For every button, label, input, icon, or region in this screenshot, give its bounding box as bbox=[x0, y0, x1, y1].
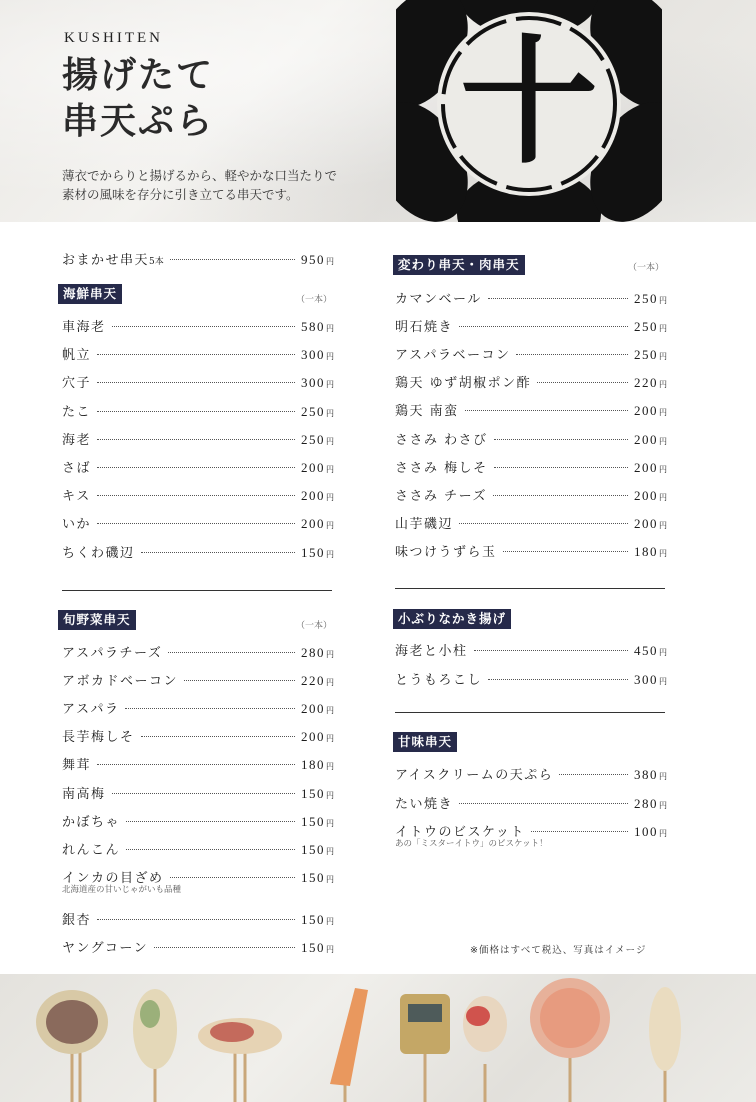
menu-item-price: 200 bbox=[634, 487, 658, 503]
menu-item-name: 山芋磯辺 bbox=[395, 516, 454, 532]
yen-unit: 円 bbox=[326, 734, 334, 744]
leader-dots bbox=[141, 736, 295, 737]
divider bbox=[395, 588, 665, 589]
yen-unit: 円 bbox=[659, 296, 667, 305]
menu-item-name: 車海老 bbox=[62, 320, 106, 335]
menu-item bbox=[395, 485, 667, 503]
menu-item-price: 280 bbox=[301, 645, 325, 660]
yen-unit: 円 bbox=[326, 678, 334, 688]
menu-item-name: ヤングコーン bbox=[62, 941, 149, 956]
omakase-qty: 5本 bbox=[149, 257, 164, 267]
menu-item bbox=[62, 811, 334, 829]
menu-item-price: 250 bbox=[634, 347, 658, 363]
yen-unit: 円 bbox=[326, 465, 334, 474]
yen-unit: 円 bbox=[326, 790, 334, 800]
menu-item-name: ささみ わさび bbox=[395, 432, 488, 448]
menu-item bbox=[62, 401, 334, 419]
menu-item-note: あの「ミスターイトウ」のビスケット！ bbox=[395, 839, 548, 849]
menu-item bbox=[395, 764, 667, 782]
menu-item-price: 300 bbox=[634, 671, 658, 687]
menu-item bbox=[62, 457, 334, 475]
menu-item-name: イトウのビスケット bbox=[395, 825, 525, 840]
leader-dots bbox=[488, 298, 628, 299]
menu-item-price: 200 bbox=[634, 403, 658, 419]
section-heading-vegetables: 旬野菜串天 bbox=[58, 610, 136, 630]
food-photo-strip bbox=[0, 974, 756, 1102]
menu-item-price: 250 bbox=[634, 291, 658, 306]
menu-item-price: 200 bbox=[301, 460, 325, 475]
menu-item bbox=[395, 513, 667, 531]
yen-unit: 円 bbox=[659, 676, 667, 686]
yen-unit: 円 bbox=[326, 436, 334, 446]
yen-unit: 円 bbox=[326, 408, 334, 418]
leader-dots bbox=[97, 382, 295, 383]
yen-unit: 円 bbox=[326, 762, 334, 772]
section-heading-kakiage: 小ぶりなかき揚げ bbox=[393, 609, 511, 629]
leader-dots bbox=[97, 495, 295, 496]
menu-item bbox=[62, 429, 334, 447]
menu-item-price: 200 bbox=[634, 431, 658, 447]
menu-item bbox=[62, 316, 334, 334]
menu-item-name: 海老 bbox=[62, 432, 92, 448]
menu-item-name: れんこん bbox=[62, 842, 121, 858]
yen-unit: 円 bbox=[326, 846, 334, 856]
menu-item-name: いか bbox=[62, 517, 92, 533]
menu-item-price: 250 bbox=[301, 431, 325, 447]
menu-item-price: 200 bbox=[301, 701, 325, 717]
yen-unit: 円 bbox=[659, 492, 667, 502]
yen-unit: 円 bbox=[326, 493, 334, 503]
menu-item-name: インカの目ざめ bbox=[62, 870, 164, 886]
menu-item-price: 150 bbox=[301, 544, 325, 560]
yen-unit: 円 bbox=[326, 352, 334, 362]
menu-item bbox=[395, 400, 667, 418]
leader-dots bbox=[494, 439, 628, 440]
menu-item bbox=[395, 793, 667, 811]
leader-dots bbox=[168, 652, 295, 653]
yen-unit: 円 bbox=[326, 521, 334, 531]
menu-item-price: 150 bbox=[301, 841, 325, 857]
leader-dots bbox=[488, 679, 628, 680]
divider bbox=[395, 712, 665, 713]
leader-dots bbox=[97, 919, 295, 920]
yen-unit: 円 bbox=[326, 324, 334, 333]
crest-character: 十 bbox=[459, 20, 599, 183]
menu-item bbox=[395, 669, 667, 687]
yen-unit: 円 bbox=[659, 800, 667, 810]
leader-dots bbox=[493, 495, 628, 496]
yen-unit: 円 bbox=[659, 772, 667, 781]
menu-item-name: アスパラベーコン bbox=[395, 348, 511, 364]
section-heading-sweets: 甘味串天 bbox=[393, 732, 457, 752]
menu-item-name: 鶏天 ゆず胡椒ポン酢 bbox=[395, 376, 532, 392]
menu-item bbox=[62, 642, 334, 660]
menu-item-name: ちくわ磯辺 bbox=[62, 545, 135, 561]
unit-label: （一本） bbox=[296, 295, 333, 305]
menu-item-name: キス bbox=[62, 489, 91, 505]
leader-dots bbox=[126, 821, 295, 822]
menu-item-price: 220 bbox=[634, 375, 658, 391]
yen-unit: 円 bbox=[326, 650, 334, 659]
menu-item bbox=[62, 754, 334, 772]
menu-item-price: 250 bbox=[301, 403, 325, 419]
menu-item-name: たこ bbox=[62, 404, 92, 420]
section-heading-seafood: 海鮮串天 bbox=[58, 284, 122, 304]
leader-dots bbox=[97, 523, 295, 524]
yen-unit: 円 bbox=[659, 829, 667, 838]
menu-item-name: 海老と小柱 bbox=[395, 644, 468, 659]
menu-item-price: 100 bbox=[634, 824, 658, 839]
yen-unit: 円 bbox=[659, 408, 667, 418]
yen-unit: 円 bbox=[326, 706, 334, 716]
leader-dots bbox=[97, 354, 295, 355]
menu-item-price: 200 bbox=[301, 729, 325, 745]
menu-item-price: 300 bbox=[301, 347, 325, 363]
menu-item bbox=[62, 485, 334, 503]
menu-item-price: 220 bbox=[301, 673, 325, 689]
menu-item bbox=[395, 640, 667, 658]
leader-dots bbox=[516, 354, 628, 355]
yen-unit: 円 bbox=[659, 648, 667, 657]
menu-item-name: ささみ 梅しそ bbox=[395, 460, 488, 476]
menu-item-name: アスパラ bbox=[62, 702, 120, 718]
menu-item-price: 450 bbox=[634, 643, 658, 658]
menu-item bbox=[62, 937, 334, 955]
footnote: ※価格はすべて税込、写真はイメージ bbox=[470, 945, 647, 956]
menu-item-price: 180 bbox=[634, 543, 658, 559]
menu-item-price: 150 bbox=[301, 813, 325, 829]
menu-item-name: 帆立 bbox=[62, 348, 92, 364]
yen-unit: 円 bbox=[326, 818, 334, 828]
food-photos-image bbox=[0, 974, 756, 1102]
leader-dots bbox=[503, 551, 628, 552]
leader-dots bbox=[97, 764, 295, 765]
leader-dots bbox=[112, 326, 295, 327]
menu-item-name: 銀杏 bbox=[62, 912, 92, 928]
tagline bbox=[62, 166, 337, 204]
yen-unit: 円 bbox=[659, 520, 667, 530]
menu-item bbox=[395, 457, 667, 475]
menu-item-price: 150 bbox=[301, 911, 325, 927]
menu-item-price: 150 bbox=[301, 785, 325, 801]
unit-label: （一本） bbox=[628, 263, 665, 273]
page-title bbox=[62, 52, 214, 144]
menu-item-name: さば bbox=[62, 461, 92, 476]
leader-dots bbox=[141, 552, 295, 553]
header-banner bbox=[0, 0, 756, 222]
menu-item-price: 150 bbox=[301, 869, 325, 885]
menu-item-price: 200 bbox=[301, 516, 325, 532]
menu-item bbox=[62, 698, 334, 716]
leader-dots bbox=[97, 411, 295, 412]
leader-dots bbox=[474, 650, 628, 651]
leader-dots bbox=[97, 439, 295, 440]
menu-item bbox=[62, 839, 334, 857]
leader-dots bbox=[494, 467, 628, 468]
menu-item-price: 200 bbox=[634, 515, 658, 531]
yen-unit: 円 bbox=[326, 945, 334, 954]
menu-item bbox=[62, 670, 334, 688]
menu-item bbox=[62, 783, 334, 801]
menu-item-name: 穴子 bbox=[62, 376, 92, 392]
leader-dots bbox=[154, 947, 295, 948]
menu-item-name: カマンベール bbox=[395, 292, 482, 307]
menu-item-name: 明石焼き bbox=[395, 320, 454, 336]
leader-dots bbox=[459, 803, 628, 804]
menu-item bbox=[62, 372, 334, 390]
leader-dots bbox=[170, 259, 295, 260]
menu-item-name: 南高梅 bbox=[62, 786, 106, 802]
yen-unit: 円 bbox=[659, 464, 667, 474]
yen-unit: 円 bbox=[659, 352, 667, 362]
menu-item bbox=[62, 542, 334, 560]
yen-unit: 円 bbox=[659, 548, 667, 558]
menu-item-name: 味つけうずら玉 bbox=[395, 544, 497, 560]
menu-item-price: 580 bbox=[301, 319, 325, 334]
unit-label: （一本） bbox=[296, 621, 333, 631]
leader-dots bbox=[559, 774, 628, 775]
menu-item-name: ささみ チーズ bbox=[395, 488, 487, 504]
title-line-2: 串天ぷら bbox=[62, 100, 215, 142]
yen-unit: 円 bbox=[326, 874, 334, 884]
menu-item-name: アイスクリームの天ぷら bbox=[395, 768, 554, 783]
menu-item-name: アボカドベーコン bbox=[62, 674, 179, 690]
yen-unit: 円 bbox=[659, 436, 667, 446]
menu-item-name: アスパラチーズ bbox=[62, 646, 163, 661]
leader-dots bbox=[184, 680, 295, 681]
crest-logo-icon bbox=[396, 0, 662, 240]
yen-unit: 円 bbox=[326, 380, 334, 390]
leader-dots bbox=[97, 467, 295, 468]
yen-unit: 円 bbox=[659, 324, 667, 334]
tagline-line-1: 薄衣でからりと揚げるから、軽やかな口当たりで bbox=[62, 168, 338, 183]
menu-item bbox=[62, 726, 334, 744]
leader-dots bbox=[126, 849, 295, 850]
menu-item-name: 鶏天 南蛮 bbox=[395, 404, 459, 420]
menu-item-note: 北海道産の甘いじゃがいも品種 bbox=[62, 884, 182, 895]
menu-item-price: 250 bbox=[634, 319, 658, 335]
menu-item bbox=[62, 513, 334, 531]
leader-dots bbox=[465, 410, 628, 411]
menu-item bbox=[62, 909, 334, 927]
menu-item-name: 長芋梅しそ bbox=[62, 730, 135, 746]
brand-name: KUSHITEN bbox=[64, 30, 163, 46]
menu-item bbox=[395, 541, 667, 559]
menu-item-price: 300 bbox=[301, 375, 325, 391]
yen-unit: 円 bbox=[326, 257, 334, 266]
title-line-1: 揚げたて bbox=[62, 54, 215, 96]
leader-dots bbox=[459, 523, 628, 524]
leader-dots bbox=[125, 708, 295, 709]
menu-item bbox=[395, 344, 667, 362]
menu-item-name: かぼちゃ bbox=[62, 814, 121, 830]
section-heading-special: 変わり串天・肉串天 bbox=[393, 255, 525, 275]
tagline-line-2: 素材の風味を存分に引き立てる串天です。 bbox=[62, 187, 299, 202]
leader-dots bbox=[537, 382, 628, 383]
menu-item-price: 200 bbox=[634, 459, 658, 475]
menu-item-name: たい焼き bbox=[395, 796, 454, 812]
omakase-name: おまかせ串天 bbox=[62, 253, 150, 268]
menu-item bbox=[62, 344, 334, 362]
menu-item bbox=[395, 372, 667, 390]
menu-item bbox=[395, 316, 667, 334]
menu-item-price: 150 bbox=[301, 940, 325, 955]
menu-item bbox=[395, 288, 667, 306]
yen-unit: 円 bbox=[659, 380, 667, 390]
leader-dots bbox=[459, 326, 628, 327]
leader-dots bbox=[112, 793, 295, 794]
menu-item-name: 舞茸 bbox=[62, 758, 92, 774]
menu-item-name: とうもろこし bbox=[395, 672, 483, 688]
yen-unit: 円 bbox=[326, 916, 334, 926]
divider bbox=[62, 590, 332, 591]
menu-item-price: 180 bbox=[301, 757, 325, 773]
leader-dots bbox=[531, 831, 628, 832]
menu-item bbox=[395, 429, 667, 447]
omakase-item bbox=[62, 249, 334, 267]
omakase-price: 950 bbox=[301, 252, 325, 267]
menu-item-price: 280 bbox=[634, 795, 658, 811]
menu-item-price: 200 bbox=[301, 488, 325, 504]
leader-dots bbox=[170, 877, 295, 878]
menu-item-price: 380 bbox=[634, 767, 658, 782]
yen-unit: 円 bbox=[326, 549, 334, 559]
